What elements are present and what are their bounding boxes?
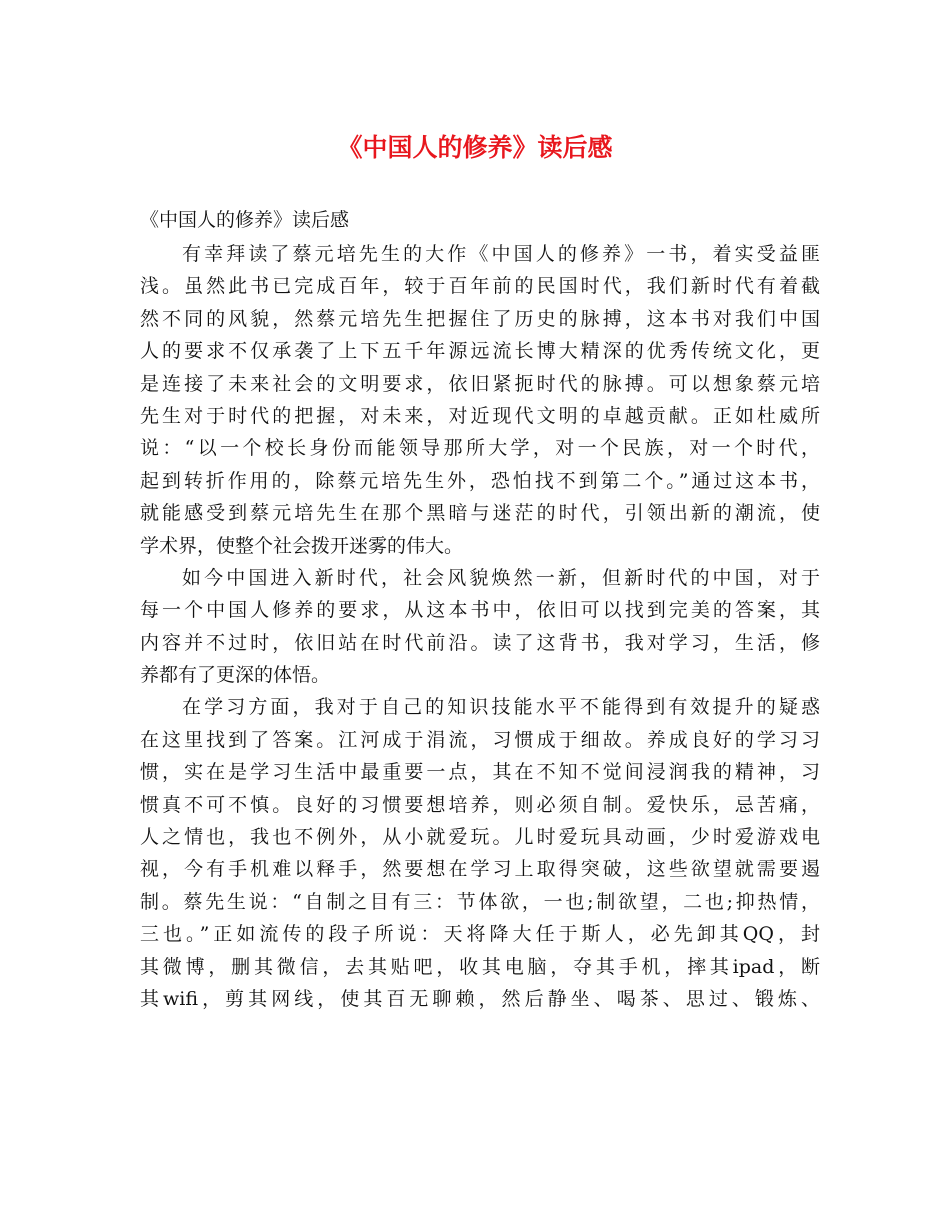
paragraph-line: 说：“以一个校长身份而能领导那所大学，对一个民族，对一个时代， (140, 437, 820, 460)
paragraph-line: 在学习方面，我对于自己的知识技能水平不能得到有效提升的疑惑 (182, 696, 820, 719)
paragraph-line: 其微博，删其微信，去其贴吧，收其电脑，夺其手机，摔其ipad，断 (140, 955, 820, 978)
paragraph-line: 惯，实在是学习生活中最重要一点，其在不知不觉间浸润我的精神，习 (140, 761, 820, 784)
paragraph-line: 学术界，使整个社会拨开迷雾的伟大。 (140, 534, 464, 557)
paragraph-line: 视，今有手机难以释手，然要想在学习上取得突破，这些欲望就需要遏 (140, 858, 820, 881)
paragraph (140, 691, 820, 1015)
document-subtitle: 《中国人的修养》读后感 (140, 209, 350, 231)
paragraph (140, 238, 820, 562)
paragraph-line: 浅。虽然此书已完成百年，较于百年前的民国时代，我们新时代有着截 (140, 275, 820, 298)
paragraph-line: 起到转折作用的，除蔡元培先生外，恐怕找不到第二个。”通过这本书， (140, 469, 820, 492)
paragraph-line: 惯真不可不慎。良好的习惯要想培养，则必须自制。爱快乐，忌苦痛， (140, 793, 820, 816)
paragraph-line: 三也。”正如流传的段子所说：天将降大任于斯人，必先卸其QQ，封 (140, 923, 820, 946)
paragraph-line: 有幸拜读了蔡元培先生的大作《中国人的修养》一书，着实受益匪 (182, 243, 820, 265)
document-title: 《中国人的修养》读后感 (337, 133, 613, 162)
paragraph-line: 人之情也，我也不例外，从小就爱玩。儿时爱玩具动画，少时爱游戏电 (140, 826, 820, 849)
paragraph-line: 然不同的风貌，然蔡元培先生把握住了历史的脉搏，这本书对我们中国 (140, 307, 820, 330)
document-body (140, 238, 820, 1015)
paragraph-line: 养都有了更深的体悟。 (140, 664, 331, 687)
paragraph-line: 制。蔡先生说：“自制之目有三：节体欲，一也;制欲望，二也;抑热情， (140, 890, 820, 913)
paragraph-line: 在这里找到了答案。江河成于涓流，习惯成于细故。养成良好的学习习 (140, 728, 820, 751)
paragraph-line: 其wifi，剪其网线，使其百无聊赖，然后静坐、喝茶、思过、锻炼、 (140, 987, 820, 1010)
paragraph-line: 人的要求不仅承袭了上下五千年源远流长博大精深的优秀传统文化，更 (140, 340, 820, 363)
paragraph-line: 是连接了未来社会的文明要求，依旧紧扼时代的脉搏。可以想象蔡元培 (140, 372, 820, 395)
paragraph-line: 如今中国进入新时代，社会风貌焕然一新，但新时代的中国，对于 (182, 566, 820, 589)
paragraph (140, 562, 820, 692)
paragraph-line: 就能感受到蔡元培先生在那个黑暗与迷茫的时代，引领出新的潮流，使 (140, 502, 820, 525)
paragraph-line: 内容并不过时，依旧站在时代前沿。读了这背书，我对学习，生活，修 (140, 631, 820, 654)
paragraph-line: 先生对于时代的把握，对未来，对近现代文明的卓越贡献。正如杜威所 (140, 404, 820, 427)
paragraph-line: 每一个中国人修养的要求，从这本书中，依旧可以找到完美的答案，其 (140, 599, 820, 622)
